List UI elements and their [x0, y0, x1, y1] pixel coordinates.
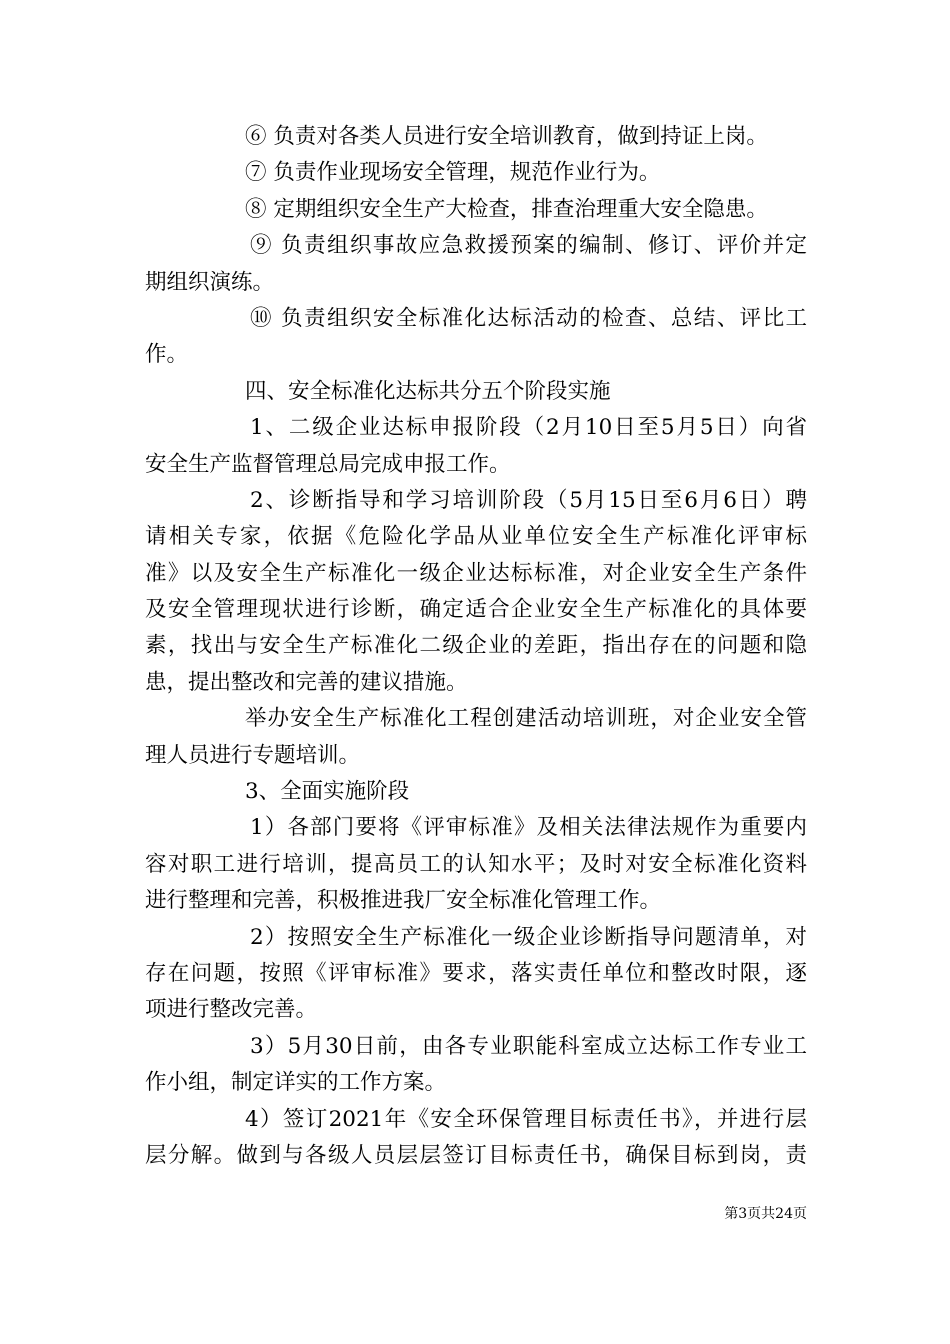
paragraph — [145, 301, 807, 374]
text-line: ⑥ 负责对各类人员进行安全培训教育，做到持证上岗。 — [245, 124, 768, 149]
text-line: 患，提出整改和完善的建议措施。 — [145, 669, 468, 695]
text-line: 请相关专家，依据《危险化学品从业单位安全生产标准化评审标 — [145, 524, 807, 550]
text-line: ⑧ 定期组织安全生产大检查，排查治理重大安全隐患。 — [245, 196, 768, 222]
text-line: 素，找出与安全生产标准化二级企业的差距，指出存在的问题和隐 — [145, 633, 807, 659]
text-line: 准》以及安全生产标准化一级企业达标标准，对企业安全生产条件 — [145, 560, 807, 586]
text-line: ⑨ 负责组织事故应急救援预案的编制、修订、评价并定 — [250, 233, 807, 259]
paragraph — [145, 920, 807, 1029]
text-line: ⑩ 负责组织安全标准化达标活动的检查、总结、评比工 — [250, 305, 807, 331]
text-line: 举办安全生产标准化工程创建活动培训班，对企业安全管 — [245, 706, 807, 732]
text-line: 容对职工进行培训，提高员工的认知水平；及时对安全标准化资料 — [145, 851, 807, 877]
paragraph — [145, 155, 807, 191]
paragraph — [145, 774, 807, 810]
text-line: 作。 — [145, 342, 189, 368]
text-line: 1、二级企业达标申报阶段（2月10日至5月5日）向省 — [250, 415, 807, 441]
paragraph — [145, 374, 807, 410]
paragraph — [145, 410, 807, 483]
paragraph — [145, 810, 807, 919]
paragraph — [145, 1029, 807, 1102]
paragraph — [145, 1102, 807, 1175]
paragraph — [145, 228, 807, 301]
paragraph — [145, 701, 807, 774]
text-line: 层分解。做到与各级人员层层签订目标责任书，确保目标到岗，责 — [145, 1142, 807, 1168]
text-line: 安全生产监督管理总局完成申报工作。 — [145, 451, 511, 477]
text-line: 项进行整改完善。 — [145, 997, 318, 1023]
paragraph — [145, 192, 807, 228]
text-line: 4）签订2021年《安全环保管理目标责任书》，并进行层 — [245, 1106, 807, 1132]
text-line: 及安全管理现状进行诊断，确定适合企业安全生产标准化的具体要 — [145, 597, 807, 623]
text-line: 理人员进行专题培训。 — [145, 742, 361, 768]
paragraph — [145, 119, 807, 155]
text-line: 四、安全标准化达标共分五个阶段实施 — [245, 378, 611, 404]
text-line: 进行整理和完善，积极推进我厂安全标准化管理工作。 — [145, 888, 662, 914]
text-line: 1）各部门要将《评审标准》及相关法律法规作为重要内 — [250, 815, 807, 841]
text-line: 2）按照安全生产标准化一级企业诊断指导问题清单，对 — [250, 924, 807, 950]
text-line: 2、诊断指导和学习培训阶段（5月15日至6月6日）聘 — [250, 487, 807, 513]
text-line: 3）5月30日前，由各专业职能科室成立达标工作专业工 — [250, 1033, 807, 1059]
document-body — [145, 119, 807, 1174]
page-number: 第3页共24页 — [724, 1206, 807, 1222]
text-line: 3、全面实施阶段 — [245, 779, 410, 805]
paragraph — [145, 483, 807, 701]
text-line: 作小组，制定详实的工作方案。 — [145, 1070, 447, 1096]
text-line: 期组织演练。 — [145, 269, 275, 295]
text-line: ⑦ 负责作业现场安全管理，规范作业行为。 — [245, 160, 661, 186]
text-line: 存在问题，按照《评审标准》要求，落实责任单位和整改时限，逐 — [145, 960, 807, 986]
